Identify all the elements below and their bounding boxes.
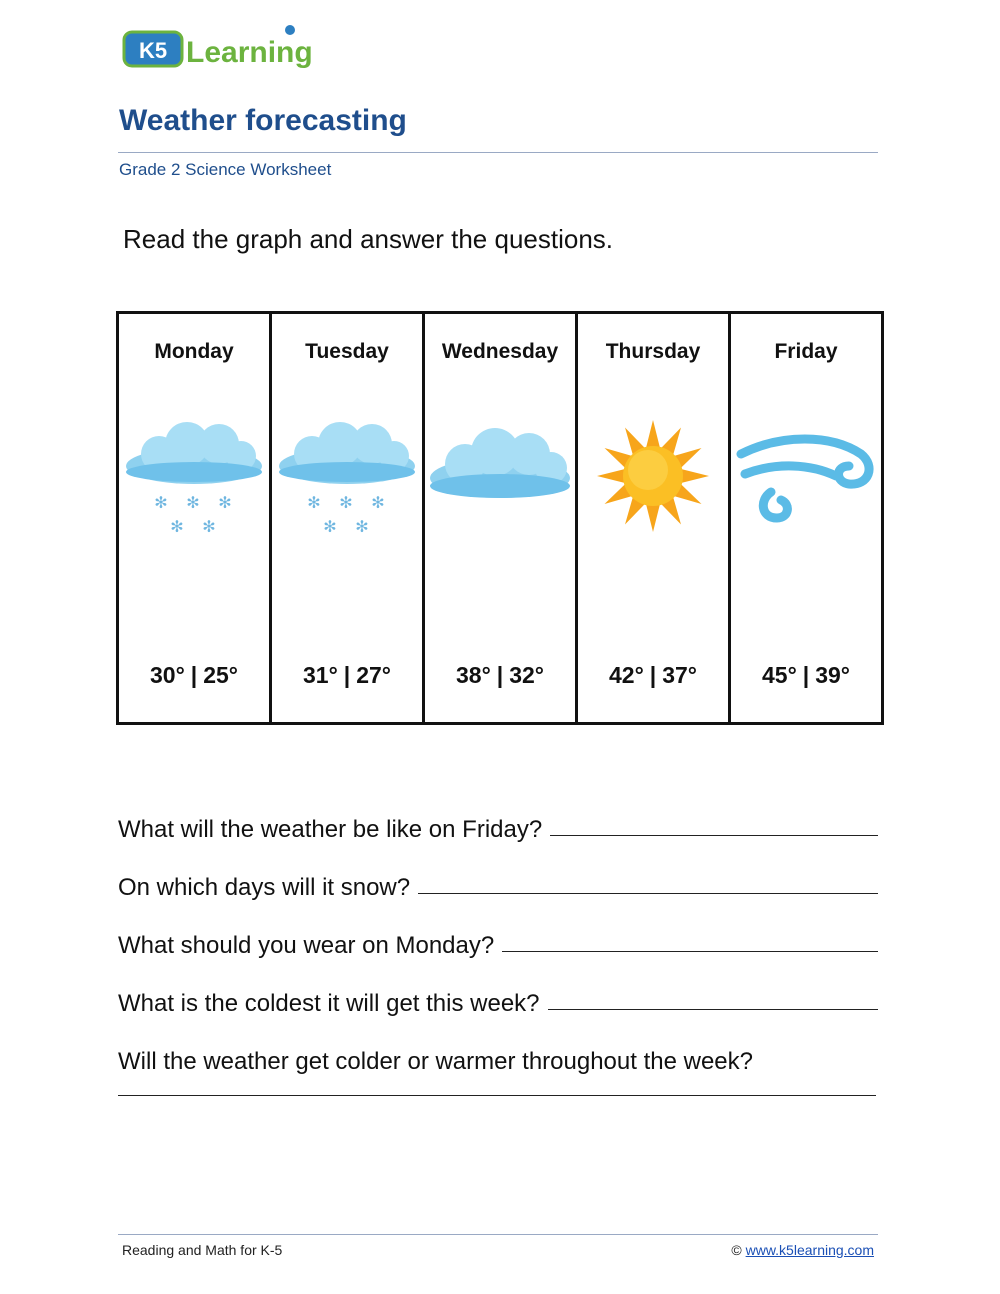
high-temp: 38°: [456, 662, 491, 688]
snow-cloud-icon: [272, 414, 422, 544]
temperature-range: 31° | 27°: [303, 662, 391, 688]
question-text: On which days will it snow?: [118, 874, 411, 901]
question-text: What is the coldest it will get this week?: [118, 990, 540, 1017]
low-temp: 32°: [509, 662, 544, 688]
svg-text:✻: ✻: [202, 517, 216, 536]
question-item: [118, 844, 888, 902]
k5-learning-logo: [122, 22, 332, 74]
question-item: [118, 902, 888, 960]
wind-icon: [731, 414, 881, 544]
temperature-range: 30° | 25°: [150, 662, 238, 688]
high-temp: 30°: [150, 662, 185, 688]
question-text: Will the weather get colder or warmer throughout the week?: [118, 1048, 753, 1075]
question-text: What will the weather be like on Friday?: [118, 816, 543, 843]
svg-text:✻: ✻: [307, 493, 321, 512]
forecast-day-wednesday: [425, 314, 578, 722]
low-temp: 25°: [203, 662, 238, 688]
svg-text:Learning: Learning: [186, 36, 313, 69]
answer-blank[interactable]: [548, 1009, 878, 1010]
svg-text:✻: ✻: [218, 493, 232, 512]
question-list: [118, 786, 888, 1076]
day-name: Thursday: [605, 340, 701, 363]
answer-blank[interactable]: [118, 1095, 876, 1096]
day-name: Tuesday: [305, 340, 389, 363]
answer-blank[interactable]: [502, 951, 878, 952]
answer-blank[interactable]: [418, 893, 878, 894]
question-item: [118, 1018, 888, 1076]
svg-text:✻: ✻: [186, 493, 200, 512]
high-temp: 31°: [303, 662, 338, 688]
low-temp: 39°: [815, 662, 850, 688]
question-item: [118, 960, 888, 1018]
forecast-day-tuesday: [272, 314, 425, 722]
temperature-range: 45° | 39°: [762, 662, 850, 688]
website-link[interactable]: www.k5learning.com: [745, 1242, 874, 1258]
day-name: Wednesday: [441, 340, 559, 363]
answer-blank[interactable]: [550, 835, 878, 836]
temperature-range: 38° | 32°: [456, 662, 544, 688]
svg-text:✻: ✻: [170, 517, 184, 536]
snow-cloud-icon: [119, 414, 269, 544]
weather-forecast-table: [116, 311, 884, 725]
footer-divider: [118, 1234, 878, 1235]
svg-text:✻: ✻: [154, 493, 168, 512]
cloud-icon: [425, 414, 575, 544]
instruction-text: Read the graph and answer the questions.: [123, 224, 614, 254]
footer-copyright: [731, 1242, 874, 1258]
forecast-day-thursday: [578, 314, 731, 722]
svg-text:✻: ✻: [323, 517, 337, 536]
forecast-day-friday: [731, 314, 881, 722]
svg-text:✻: ✻: [355, 517, 369, 536]
footer-tagline: Reading and Math for K-5: [122, 1242, 283, 1258]
temperature-range: 42° | 37°: [609, 662, 697, 688]
copyright-symbol: ©: [731, 1242, 742, 1258]
day-name: Monday: [154, 340, 234, 363]
header-divider: [118, 152, 878, 153]
day-name: Friday: [774, 340, 838, 363]
low-temp: 37°: [662, 662, 697, 688]
forecast-day-monday: [119, 314, 272, 722]
svg-text:✻: ✻: [339, 493, 353, 512]
sun-icon: [578, 414, 728, 544]
question-text: What should you wear on Monday?: [118, 932, 495, 959]
high-temp: 42°: [609, 662, 644, 688]
low-temp: 27°: [356, 662, 391, 688]
page-title: Weather forecasting: [119, 104, 407, 137]
svg-text:K5: K5: [138, 38, 168, 63]
page-subtitle: Grade 2 Science Worksheet: [119, 160, 332, 179]
high-temp: 45°: [762, 662, 797, 688]
question-item: [118, 786, 888, 844]
svg-text:✻: ✻: [371, 493, 385, 512]
